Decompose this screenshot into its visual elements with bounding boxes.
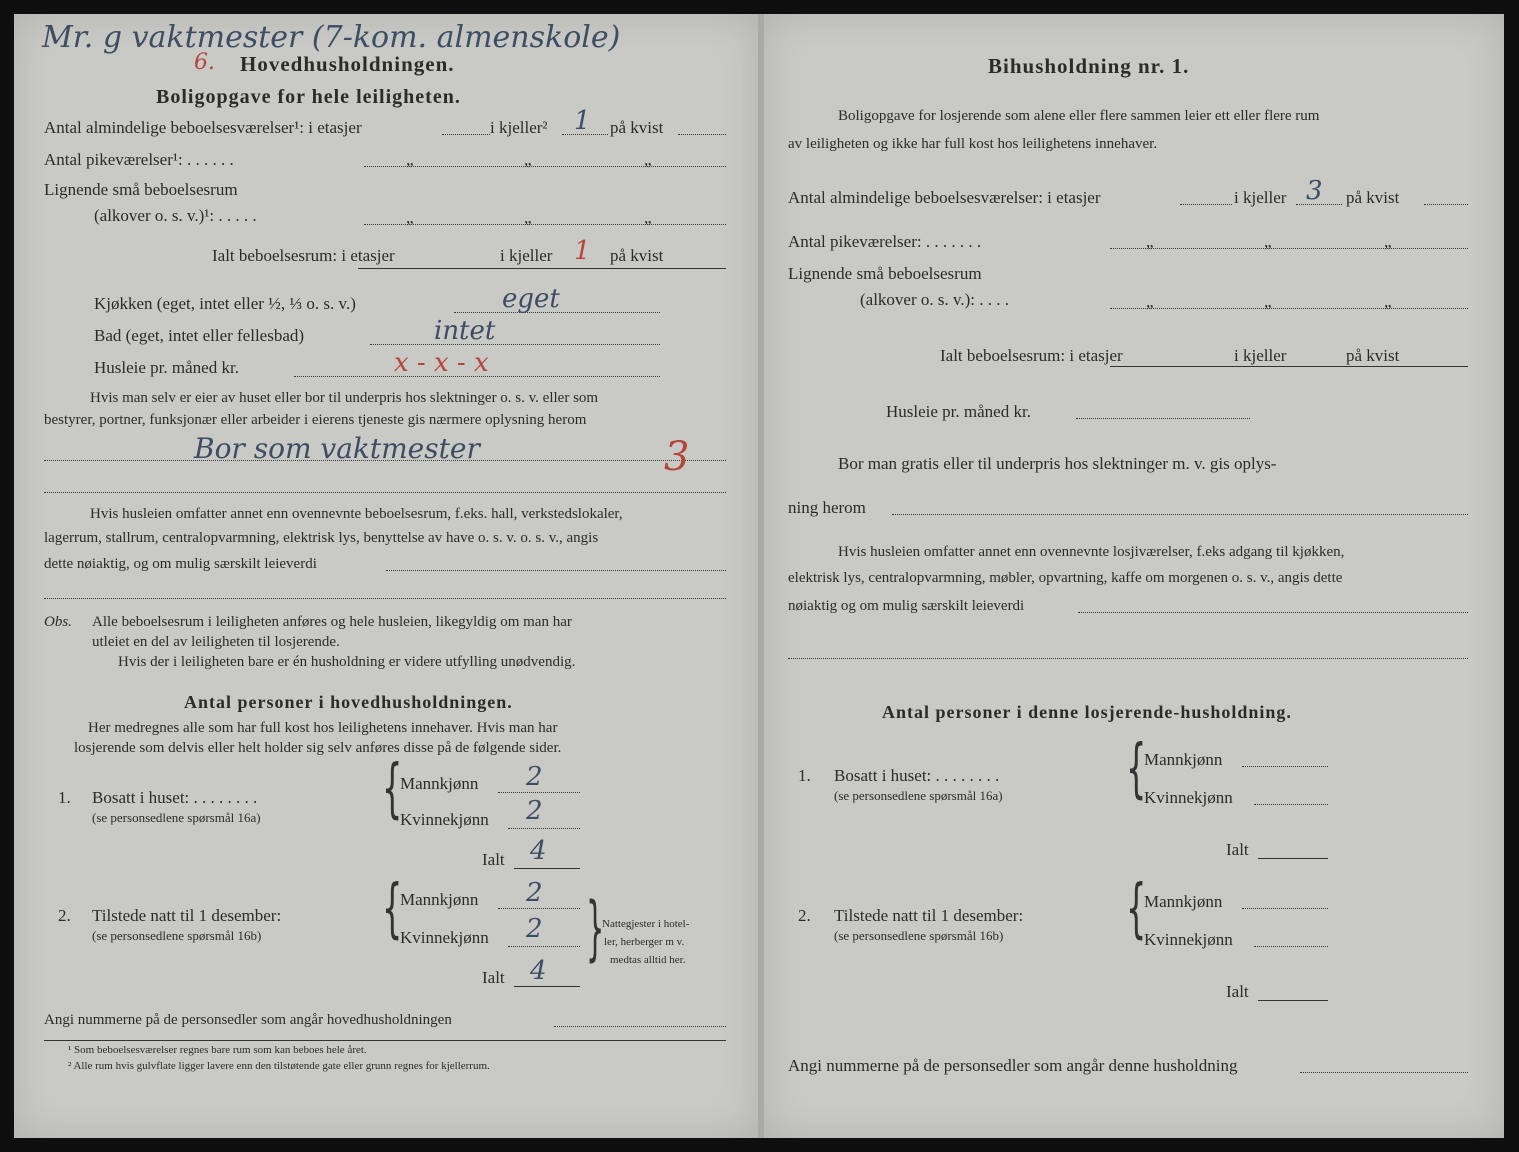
obs-line1: Alle beboelsesrum i leiligheten anføres og hele husleien, likegyldig om man har bbox=[92, 614, 572, 630]
persons-title: Antal personer i hovedhusholdningen. bbox=[184, 692, 513, 712]
obs-line3: Hvis der i leiligheten bare er én husholdning er videre utfylling unødvendig. bbox=[118, 654, 576, 670]
q2-ialt-label: Ialt bbox=[482, 968, 505, 987]
q1-kvinne-value: 2 bbox=[526, 796, 543, 826]
ditto-mark: „ bbox=[644, 150, 652, 169]
q2-mann-field[interactable] bbox=[1242, 908, 1328, 909]
q2-kvinne-value: 2 bbox=[526, 914, 543, 944]
obs-line2: utleiet en del av leiligheten til losjerende. bbox=[92, 634, 340, 650]
q2-number: 2. bbox=[58, 906, 71, 925]
q1-kvinne-label: Kvinnekjønn bbox=[400, 810, 489, 829]
q1-brace: { bbox=[1126, 732, 1147, 806]
para-husleie-line1: Hvis husleien omfatter annet enn ovennevnte losjiværelser, f.eks adgang til kjøkken, bbox=[838, 544, 1345, 560]
value-bad: intet bbox=[434, 316, 496, 346]
value-selv-mark: 3 bbox=[664, 434, 690, 480]
q2-brace: { bbox=[382, 872, 403, 946]
q1-ialt-value: 4 bbox=[530, 836, 547, 866]
q1-mann-field[interactable] bbox=[498, 792, 580, 793]
label-lignende: Lignende små beboelsesrum bbox=[44, 180, 238, 199]
q1-number: 1. bbox=[798, 766, 811, 785]
field-pikevaerelser[interactable] bbox=[1110, 248, 1468, 249]
field-leieverdi[interactable] bbox=[386, 570, 726, 571]
field-ialt-beboelsesrum[interactable] bbox=[1110, 366, 1468, 367]
q2-mann-label: Mannkjønn bbox=[1144, 892, 1223, 911]
nattegjester-line1: Nattegjester i hotel- bbox=[602, 918, 690, 930]
value-kjeller: 1 bbox=[574, 106, 591, 136]
label-paa-kvist: på kvist bbox=[1346, 188, 1400, 207]
label-i-kjeller-ialt: i kjeller bbox=[500, 246, 553, 265]
page-title: Hovedhusholdningen. bbox=[240, 52, 455, 76]
value-ialt-kjeller: 1 bbox=[574, 236, 591, 266]
field-etasjer[interactable] bbox=[1180, 204, 1232, 205]
ditto-mark: „ bbox=[1146, 232, 1154, 251]
intro-line2: av leiligheten og ikke har full kost hos leilighetens innehaver. bbox=[788, 136, 1158, 152]
q2-mann-value: 2 bbox=[526, 878, 543, 908]
field-alkover[interactable] bbox=[364, 224, 726, 225]
field-husleie[interactable] bbox=[1076, 418, 1250, 419]
q2-ialt-value: 4 bbox=[530, 956, 547, 986]
ditto-mark: „ bbox=[1384, 232, 1392, 251]
para-husleie-line1: Hvis husleien omfatter annet enn ovennevnte beboelsesrum, f.eks. hall, verkstedslokaler, bbox=[90, 506, 623, 522]
q2-number: 2. bbox=[798, 906, 811, 925]
nattegjester-line2: ler, herberger m v. bbox=[604, 936, 685, 948]
ditto-mark: „ bbox=[406, 208, 414, 227]
field-selv-oplysning-2[interactable] bbox=[44, 492, 726, 493]
para-gratis-line1: Bor man gratis eller til underpris hos slektninger m. v. gis oplys- bbox=[838, 454, 1277, 473]
field-leieverdi[interactable] bbox=[1078, 612, 1468, 613]
q1-kvinne-field[interactable] bbox=[1254, 804, 1328, 805]
para-gratis-line2: ning herom bbox=[788, 498, 866, 517]
value-selv-oplysning: Bor som vaktmester bbox=[194, 432, 480, 465]
field-gratis-oplysning[interactable] bbox=[892, 514, 1468, 515]
q2-mann-label: Mannkjønn bbox=[400, 890, 479, 909]
label-i-kjeller: i kjeller bbox=[1234, 188, 1287, 207]
ditto-mark: „ bbox=[1146, 292, 1154, 311]
para-selv-line2: bestyrer, portner, funksjonær eller arbeider i eierens tjeneste gis nærmere oplysning herom bbox=[44, 412, 587, 428]
persons-para-line2: losjerende som delvis eller helt holder sig selv anføres disse på de følgende sider. bbox=[74, 740, 562, 756]
ditto-mark: „ bbox=[1384, 292, 1392, 311]
para-husleie-line3: dette nøiaktig, og om mulig særskilt leieverdi bbox=[44, 556, 317, 572]
q1-kvinne-field[interactable] bbox=[508, 828, 580, 829]
q1-brace: { bbox=[382, 752, 403, 826]
field-kvist[interactable] bbox=[1424, 204, 1468, 205]
q2-ialt-field[interactable] bbox=[1258, 1000, 1328, 1001]
q2-kvinne-label: Kvinnekjønn bbox=[400, 928, 489, 947]
field-kvist[interactable] bbox=[678, 134, 726, 135]
q1-ialt-field[interactable] bbox=[514, 868, 580, 869]
para-husleie-line3: nøiaktig og om mulig særskilt leieverdi bbox=[788, 598, 1025, 614]
field-bad[interactable] bbox=[370, 344, 660, 345]
obs-label: Obs. bbox=[44, 614, 72, 630]
label-kjokken: Kjøkken (eget, intet eller ½, ⅓ o. s. v.) bbox=[94, 294, 356, 313]
q2-brace: { bbox=[1126, 872, 1147, 946]
label-bad: Bad (eget, intet eller fellesbad) bbox=[94, 326, 305, 345]
right-page-bihusholdning bbox=[764, 14, 1504, 1138]
angi-nummerne: Angi nummerne på de personsedler som angår denne husholdning bbox=[788, 1056, 1238, 1075]
q1-mann-value: 2 bbox=[526, 762, 543, 792]
q2-closing-brace: } bbox=[586, 888, 605, 970]
field-angi-nummerne[interactable] bbox=[1300, 1072, 1468, 1073]
q1-sub: (se personsedlene spørsmål 16a) bbox=[92, 810, 261, 825]
ditto-mark: „ bbox=[524, 208, 532, 227]
q1-mann-label: Mannkjønn bbox=[400, 774, 479, 793]
q1-kvinne-label: Kvinnekjønn bbox=[1144, 788, 1233, 807]
label-antal-alm: Antal almindelige beboelsesværelser¹: i etasjer bbox=[44, 118, 362, 137]
ditto-mark: „ bbox=[1264, 292, 1272, 311]
q1-label: Bosatt i huset: . . . . . . . . bbox=[834, 766, 1000, 785]
field-etasjer[interactable] bbox=[442, 134, 490, 135]
field-pikevaerelser[interactable] bbox=[364, 166, 726, 167]
label-i-kjeller-ialt: i kjeller bbox=[1234, 346, 1287, 365]
label-paa-kvist-ialt: på kvist bbox=[610, 246, 664, 265]
label-ialt-beboelsesrum: Ialt beboelsesrum: i etasjer bbox=[940, 346, 1123, 365]
field-alkover[interactable] bbox=[1110, 308, 1468, 309]
handwritten-household-number: 6. bbox=[194, 50, 215, 75]
page-subtitle: Boligopgave for hele leiligheten. bbox=[156, 86, 461, 108]
q2-label: Tilstede natt til 1 desember: bbox=[834, 906, 1024, 925]
label-alkover: (alkover o. s. v.): . . . . bbox=[860, 290, 1010, 309]
page-title: Bihusholdning nr. 1. bbox=[988, 54, 1190, 78]
persons-para-line1: Her medregnes alle som har full kost hos leilighetens innehaver. Hvis man har bbox=[88, 720, 558, 736]
q2-ialt-label: Ialt bbox=[1226, 982, 1249, 1001]
footnote-1: ¹ Som beboelsesværelser regnes bare rum som kan beboes hele året. bbox=[68, 1044, 367, 1056]
label-paa-kvist: på kvist bbox=[610, 118, 664, 137]
label-pikevaerelser: Antal pikeværelser: . . . . . . . bbox=[788, 232, 982, 251]
value-kjokken: eget bbox=[502, 284, 560, 314]
ditto-mark: „ bbox=[644, 208, 652, 227]
left-page-hovedhusholdning bbox=[14, 14, 758, 1138]
q2-kvinne-field[interactable] bbox=[508, 946, 580, 947]
field-leieverdi-2[interactable] bbox=[788, 658, 1468, 659]
para-selv-line1: Hvis man selv er eier av huset eller bor til underpris hos slektninger o. s. v. eller som bbox=[90, 390, 599, 406]
label-alkover: (alkover o. s. v.)¹: . . . . . bbox=[94, 206, 257, 225]
footnote-2: ² Alle rum hvis gulvflate ligger lavere enn den tilstøtende gate eller grunn regnes for kjellerrum. bbox=[68, 1060, 490, 1072]
nattegjester-line3: medtas alltid her. bbox=[610, 954, 686, 966]
label-husleie: Husleie pr. måned kr. bbox=[94, 358, 239, 377]
intro-line1: Boligopgave for losjerende som alene eller flere sammen leier ett eller flere rum bbox=[838, 108, 1320, 124]
q1-mann-field[interactable] bbox=[1242, 766, 1328, 767]
q1-ialt-field[interactable] bbox=[1258, 858, 1328, 859]
q2-mann-field[interactable] bbox=[498, 908, 580, 909]
q1-mann-label: Mannkjønn bbox=[1144, 750, 1223, 769]
handwritten-header-note: Mr. g vaktmester (7-kom. almenskole) bbox=[42, 20, 621, 55]
q2-ialt-field[interactable] bbox=[514, 986, 580, 987]
label-ialt-beboelsesrum: Ialt beboelsesrum: i etasjer bbox=[212, 246, 395, 265]
field-ialt-beboelsesrum[interactable] bbox=[358, 268, 726, 269]
value-husleie: x - x - x bbox=[394, 348, 489, 378]
q2-sub: (se personsedlene spørsmål 16b) bbox=[834, 928, 1004, 943]
ditto-mark: „ bbox=[406, 150, 414, 169]
label-husleie: Husleie pr. måned kr. bbox=[886, 402, 1031, 421]
q2-kvinne-label: Kvinnekjønn bbox=[1144, 930, 1233, 949]
label-pikevaerelser: Antal pikeværelser¹: . . . . . . bbox=[44, 150, 234, 169]
label-i-kjeller: i kjeller² bbox=[490, 118, 548, 137]
value-kjeller: 3 bbox=[1306, 176, 1323, 206]
field-angi-nummerne[interactable] bbox=[554, 1026, 726, 1027]
q1-number: 1. bbox=[58, 788, 71, 807]
label-antal-alm: Antal almindelige beboelsesværelser: i etasjer bbox=[788, 188, 1101, 207]
ditto-mark: „ bbox=[1264, 232, 1272, 251]
q2-sub: (se personsedlene spørsmål 16b) bbox=[92, 928, 262, 943]
q1-label: Bosatt i huset: . . . . . . . . bbox=[92, 788, 258, 807]
q2-label: Tilstede natt til 1 desember: bbox=[92, 906, 282, 925]
q1-ialt-label: Ialt bbox=[482, 850, 505, 869]
q1-sub: (se personsedlene spørsmål 16a) bbox=[834, 788, 1003, 803]
field-leieverdi-2[interactable] bbox=[44, 598, 726, 599]
label-paa-kvist-ialt: på kvist bbox=[1346, 346, 1400, 365]
q1-ialt-label: Ialt bbox=[1226, 840, 1249, 859]
label-lignende: Lignende små beboelsesrum bbox=[788, 264, 982, 283]
angi-nummerne: Angi nummerne på de personsedler som angår hovedhusholdningen bbox=[44, 1012, 452, 1028]
para-husleie-line2: lagerrum, stallrum, centralopvarmning, elektrisk lys, benyttelse av have o. s. v. o. s. v., angis bbox=[44, 530, 599, 546]
para-husleie-line2: elektrisk lys, centralopvarmning, møbler, opvartning, kaffe om morgenen o. s. v., angis dette bbox=[788, 570, 1343, 586]
q2-kvinne-field[interactable] bbox=[1254, 946, 1328, 947]
footnote-divider bbox=[44, 1040, 726, 1041]
persons-title: Antal personer i denne losjerende-husholdning. bbox=[882, 702, 1292, 722]
ditto-mark: „ bbox=[524, 150, 532, 169]
